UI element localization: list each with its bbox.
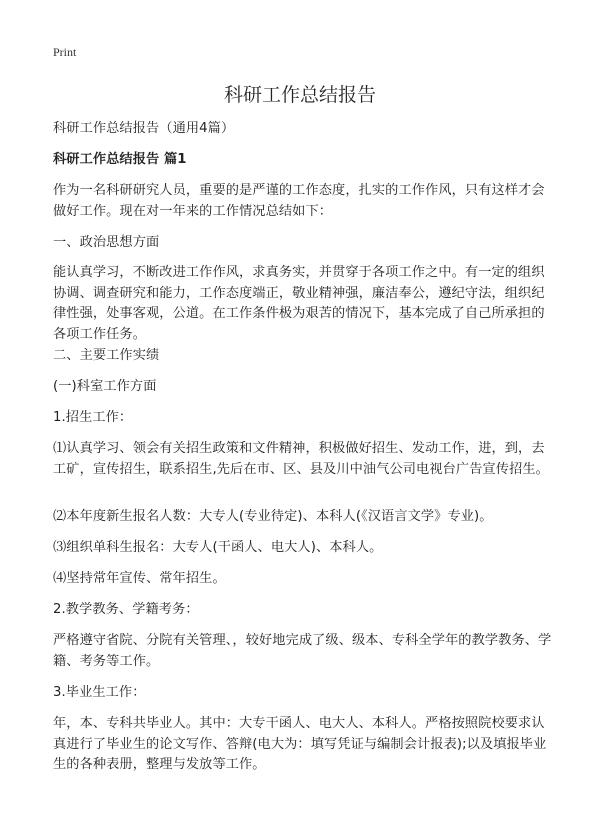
paragraph-heading-achievements: 二、主要工作实绩: [53, 348, 160, 363]
paragraph-enrollment-2: ⑵本年度新生报名人数：大专人(专业待定)、本科人(《汉语言文学》专业)。: [53, 509, 493, 524]
paragraph-heading-department: (一)科室工作方面: [53, 379, 157, 394]
paragraph-heading-politics: 一、政治思想方面: [53, 235, 160, 250]
paragraph-enrollment-3: ⑶组织单科生报名：大专人(干函人、电大人)、本科人。: [53, 540, 383, 555]
paragraph-heading-teaching: 2.教学教务、学籍考务：: [53, 602, 199, 617]
paragraph-graduates: 年，本、专科共毕业人。其中：大专干函人、电大人、本科人。严格按照院校要求认真进行了毕业生的论文写作、答辩(电大为：填写凭证与编制会计报表);以及填报毕业生的各种表册，整理与发放等工作。: [53, 716, 547, 772]
paragraph-teaching: 严格遵守省院、分院有关管理、，较好地完成了级、级本、专科全学年的教学教务、学籍、考务等工作。: [53, 633, 552, 669]
paragraph-enrollment-4: ⑷坚持常年宣传、常年招生。: [53, 571, 226, 586]
paragraph-enrollment-1: ⑴认真学习、领会有关招生政策和文件精神，积极做好招生、发动工作，进，到，去工矿，宣传招生，联系招生,先后在市、区、县及川中油气公司电视台广告宣传招生。: [53, 441, 549, 477]
section-heading: 科研工作总结报告 篇1: [53, 152, 187, 167]
paragraph-heading-enrollment: 1.招生工作：: [53, 410, 133, 425]
paragraph-politics: 能认真学习，不断改进工作作风，求真务实，并贯穿于各项工作之中。有一定的组织协调、调查研究和能力，工作态度端正，敬业精神强，廉洁奉公，遵纪守法，组织纪律性强，处事客观，公道。在工作条件极为艰苦的情况下，基本完成了自己所承担的各项工作任务。: [53, 265, 545, 342]
paragraph-heading-graduates: 3.毕业生工作：: [53, 685, 146, 700]
document-title: 科研工作总结报告: [223, 84, 376, 106]
document-subtitle: 科研工作总结报告（通用4篇）: [53, 121, 235, 136]
paragraph-intro: 作为一名科研研究人员，重要的是严谨的工作态度，扎实的工作作风，只有这样才会做好工作。现在对一年来的工作情况总结如下：: [53, 183, 545, 219]
print-link[interactable]: Print: [53, 45, 77, 59]
